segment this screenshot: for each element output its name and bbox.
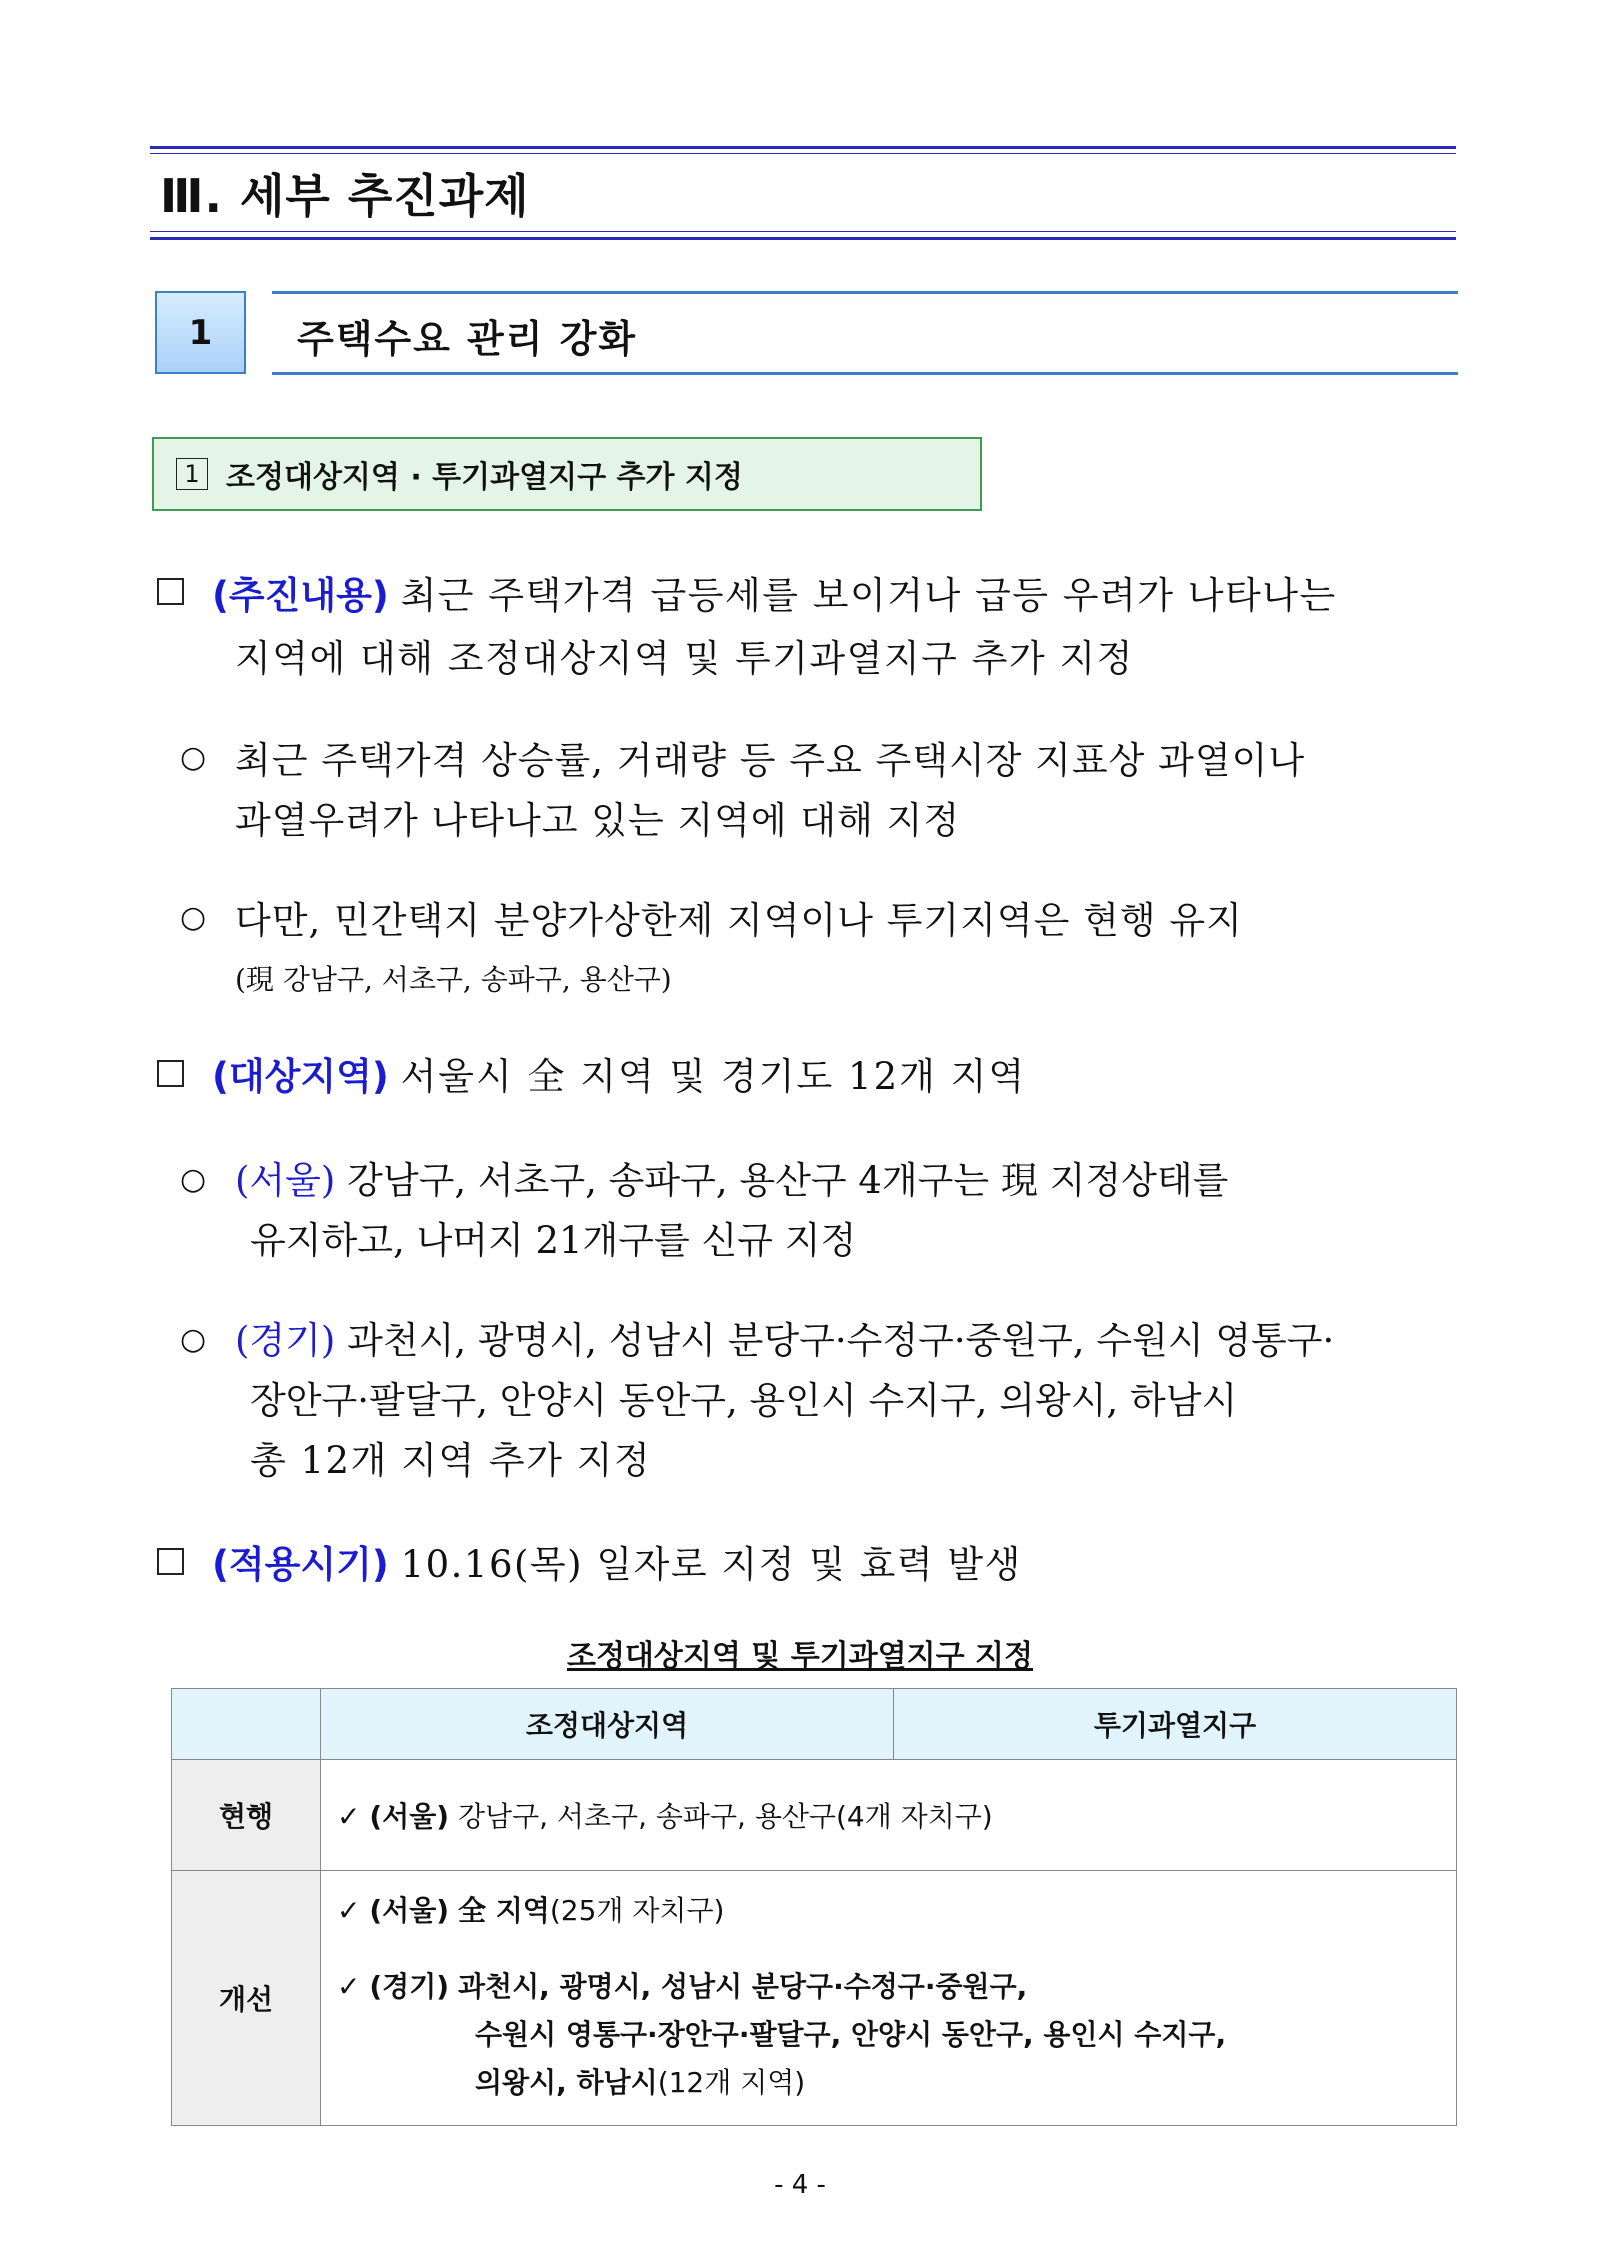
designation-table [171,1688,1457,2126]
bullet-note: (現 강남구, 서초구, 송파구, 용산구) [235,963,672,996]
item-content-line2 [235,628,1134,682]
table-corner-cell [172,1689,321,1760]
table-row [172,1760,1457,1871]
bullet-line [235,1150,1228,1204]
subsection-box [152,437,982,511]
bullet-line: 다만, 민간택지 분양가상한제 지역이나 투기지역은 현행 유지 [235,899,1243,942]
region-label: (경기) [369,1970,450,2003]
checkbox-icon [157,1060,184,1087]
bullet-line: 유지하고, 나머지 21개구를 신규 지정 [250,1219,857,1262]
improved-gyeonggi-line3 [337,2059,1456,2107]
bullet-line: 장안구·팔달구, 안양시 동안구, 용인시 수지구, 의왕시, 하남시 [250,1379,1238,1422]
bullet-line [235,1310,1334,1364]
chapter-rule-top [150,146,1456,149]
table-header-col1: 조정대상지역 [321,1689,894,1760]
checkbox-icon [157,578,184,605]
improved-seoul-line [337,1887,1456,1935]
row-current-cell [321,1760,1457,1871]
subsection-number: 1 [176,458,208,490]
region-bold-text: 의왕시, 하남시 [475,2066,658,2099]
section-rule-bottom [272,372,1458,375]
item-region-line1 [212,1046,1026,1100]
chapter-title: Ⅲ. 세부 추진과제 [160,169,530,223]
item-text: 서울시 全 지역 및 경기도 12개 지역 [400,1055,1027,1098]
item-text: 10.16(목) 일자로 지정 및 효력 발생 [400,1543,1022,1586]
circle-bullet-icon: ○ [180,900,207,935]
section-rule-top [272,291,1458,294]
bullet-label: (서울) [235,1159,336,1202]
circle-bullet-icon: ○ [180,1322,207,1357]
item-timing-line1 [212,1534,1022,1588]
region-bold-text: 과천시, 광명시, 성남시 분당구·수정구·중원구, [457,1970,1028,2003]
item-label: (추진내용) [212,574,389,617]
section-title: 주택수요 관리 강화 [297,317,638,361]
region-text: (12개 지역) [657,2066,806,2099]
bullet-line: 최근 주택가격 상승률, 거래량 등 주요 주택시장 지표상 과열이나 [235,739,1306,782]
bullet-text: 과천시, 광명시, 성남시 분당구·수정구·중원구, 수원시 영통구· [347,1319,1335,1362]
table-caption: 조정대상지역 및 투기과열지구 지정 [566,1639,1034,1674]
section-number-box [155,291,246,374]
circle-bullet-icon: ○ [180,740,207,775]
checkbox-icon [157,1548,184,1575]
check-icon: ✓ [337,1894,361,1927]
check-icon: ✓ [337,1800,361,1833]
circle-bullet-icon: ○ [180,1162,207,1197]
table-header-col2: 투기과열지구 [894,1689,1457,1760]
bullet-line: 과열우려가 나타나고 있는 지역에 대해 지정 [235,799,961,842]
page-number: - 4 - [774,2170,826,2200]
check-icon: ✓ [337,1970,361,2003]
improved-gyeonggi-line1 [337,1963,1456,2011]
spacer [337,1935,1456,1963]
item-text: 지역에 대해 조정대상지역 및 투기과열지구 추가 지정 [235,637,1134,680]
region-label: (서울) [369,1894,450,1927]
bullet-label: (경기) [235,1319,336,1362]
item-text: 최근 주택가격 급등세를 보이거나 급등 우려가 나타나는 [400,574,1337,617]
chapter-rule-bottom [150,237,1456,240]
item-label: (대상지역) [212,1055,389,1098]
bullet-line: 총 12개 지역 추가 지정 [250,1439,652,1482]
region-label: (서울) [369,1800,450,1833]
item-label: (적용시기) [212,1543,389,1586]
bullet-text: 강남구, 서초구, 송파구, 용산구 4개구는 現 지정상태를 [347,1159,1229,1202]
table-row [172,1871,1457,2126]
row-head-improved: 개선 [172,1871,321,2126]
section-number: 1 [188,312,213,353]
row-head-current: 현행 [172,1760,321,1871]
chapter-rule-top-thin [150,153,1456,154]
item-content-line1 [212,565,1337,619]
region-text: (25개 자치구) [549,1894,725,1927]
subsection-title: 조정대상지역 · 투기과열지구 추가 지정 [226,460,743,495]
improved-gyeonggi-line2: 수원시 영통구·장안구·팔달구, 안양시 동안구, 용인시 수지구, [475,2018,1227,2051]
row-improved-cell [321,1871,1457,2126]
chapter-rule-bottom-thin [150,231,1456,232]
region-bold-text: 全 지역 [457,1894,550,1927]
table-header-row [172,1689,1457,1760]
region-text: 강남구, 서초구, 송파구, 용산구(4개 자치구) [457,1800,993,1833]
